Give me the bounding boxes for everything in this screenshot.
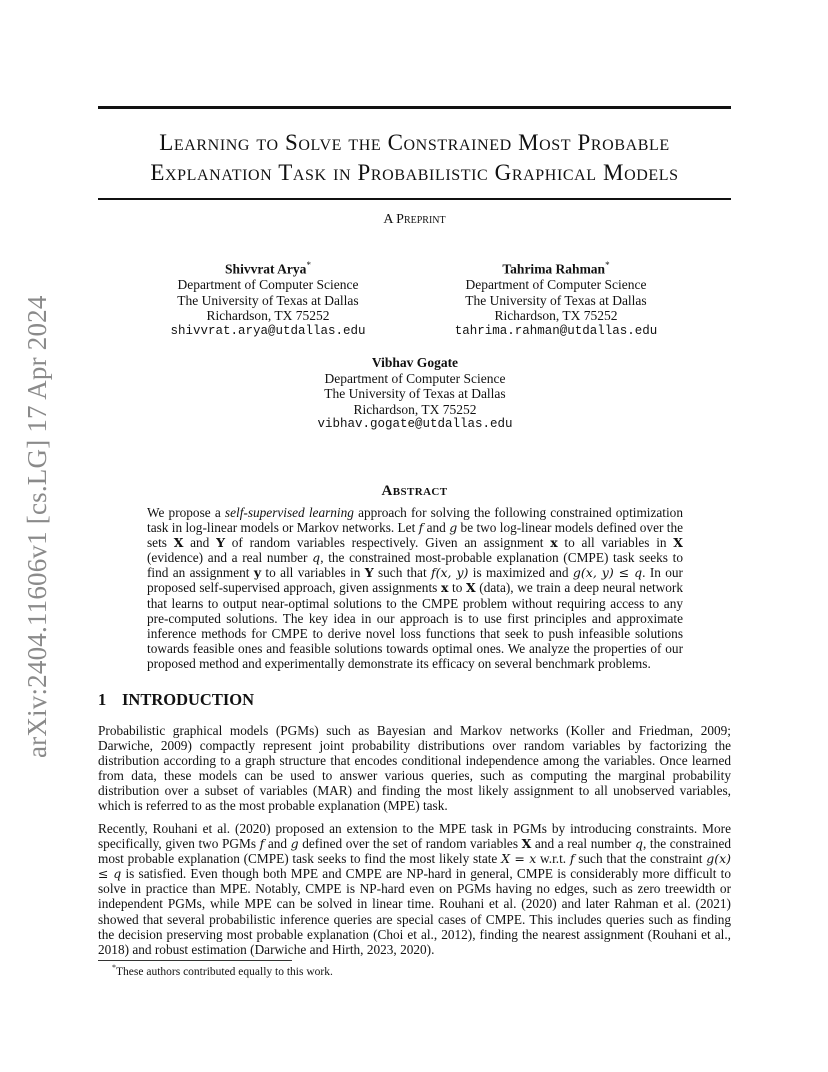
author-dept: Department of Computer Science xyxy=(465,277,647,292)
author-email[interactable]: shivvrat.arya@utdallas.edu xyxy=(170,323,366,338)
author-email[interactable]: vibhav.gogate@utdallas.edu xyxy=(317,417,513,431)
author-name: Vibhav Gogate xyxy=(371,355,459,370)
author-dept: Department of Computer Science xyxy=(324,370,506,386)
title-top-rule xyxy=(98,106,731,109)
author-city: Richardson, TX 75252 xyxy=(206,308,330,323)
section-heading-introduction xyxy=(98,690,254,710)
paper-title xyxy=(98,128,731,188)
author-email[interactable]: tahrima.rahman@utdallas.edu xyxy=(454,323,658,338)
title-bottom-rule xyxy=(98,198,731,200)
preprint-label: A Preprint xyxy=(383,212,446,227)
intro-paragraph-1: Probabilistic graphical models (PGMs) such as Bayesian and Markov networks (Koller and Friedman, 2009; Darwiche, 2009) compactly represent joint probability distributions over random variables by factorizing the distribution according to a graph structure that encodes conditional independence among the variables. Once learned from data, these models can be used to answer various queries, such as computing the marginal probability distribution over a subset of variables (MAR) and finding the most likely assignment to all unobserved variables, which is referred to as the most probable explanation (MPE) task. xyxy=(98,723,731,814)
abstract-body: We propose a self-supervised learning approach for solving the following constrained optimization task in log-linear models or Markov networks. Let f and g be two log-linear models defined over the sets X and Y of random variables respectively. Given an assignment x to all variables in X (evidence) and a real number q, the constrained most-probable explanation (CMPE) task seeks to find an assignment y to all variables in Y such that f(x, y) is maximized and g(x, y) ≤ q. In our proposed self-supervised approach, given assignments x to X (data), we train a deep neural network that learns to output near-optimal solutions to the CMPE problem without requiring access to any pre-computed solutions. The key idea in our approach is to use first principles and approximate inference methods for CMPE to derive novel loss functions that seek to push infeasible solutions towards feasible ones and feasible solutions towards optimal ones. We analyze the properties of our proposed method and experimentally demonstrate its efficacy on several benchmark problems. xyxy=(147,505,684,671)
author-city: Richardson, TX 75252 xyxy=(494,308,618,323)
footnote: *These authors contributed equally to this work. xyxy=(112,963,333,978)
title-line-1: Learning to Solve the Constrained Most Probable xyxy=(159,130,670,155)
author-univ: The University of Texas at Dallas xyxy=(324,386,506,401)
intro-paragraph-2: Recently, Rouhani et al. (2020) proposed an extension to the MPE task in PGMs by introducing constraints. More specifically, given two PGMs f and g defined over the set of random variables X and a real number q, the constrained most probable explanation (CMPE) task seeks to find the most likely state X = x w.r.t. f such that the constraint g(x) ≤ q is satisfied. Even though both MPE and CMPE are NP-hard in general, CMPE is considerably more difficult to solve in practice than MPE. Notably, CMPE is NP-hard even on PGMs having no edges, such as zero treewidth or independent PGMs, while MPE can be solved in linear time. Rouhani et al. (2020) and later Rahman et al. (2021) showed that several probabilistic inference queries are special cases of CMPE. This includes queries such as finding the decision preserving most probable explanation (Choi et al., 2012), finding the nearest assignment (Rouhani et al., 2018) and robust estimation (Darwiche and Hirth, 2023, 2020). xyxy=(98,821,731,957)
arxiv-side-stamp: arXiv:2404.11606v1 [cs.LG] 17 Apr 2024 xyxy=(22,295,52,758)
footnote-rule xyxy=(98,960,292,961)
author-univ: The University of Texas at Dallas xyxy=(465,292,647,308)
title-line-2: Explanation Task in Probabilistic Graphical Models xyxy=(150,160,679,185)
section-title: INTRODUCTION xyxy=(122,690,255,709)
author-block-2 xyxy=(436,258,676,339)
author-dept: Department of Computer Science xyxy=(177,277,359,292)
author-block-1 xyxy=(148,258,388,339)
abstract-heading: Abstract xyxy=(381,483,448,499)
author-block-3 xyxy=(290,355,540,433)
author-name: Tahrima Rahman* xyxy=(502,260,610,277)
section-number: 1 xyxy=(98,690,107,709)
author-city: Richardson, TX 75252 xyxy=(353,401,477,417)
author-name: Shivvrat Arya* xyxy=(225,260,311,277)
author-univ: The University of Texas at Dallas xyxy=(177,292,359,308)
